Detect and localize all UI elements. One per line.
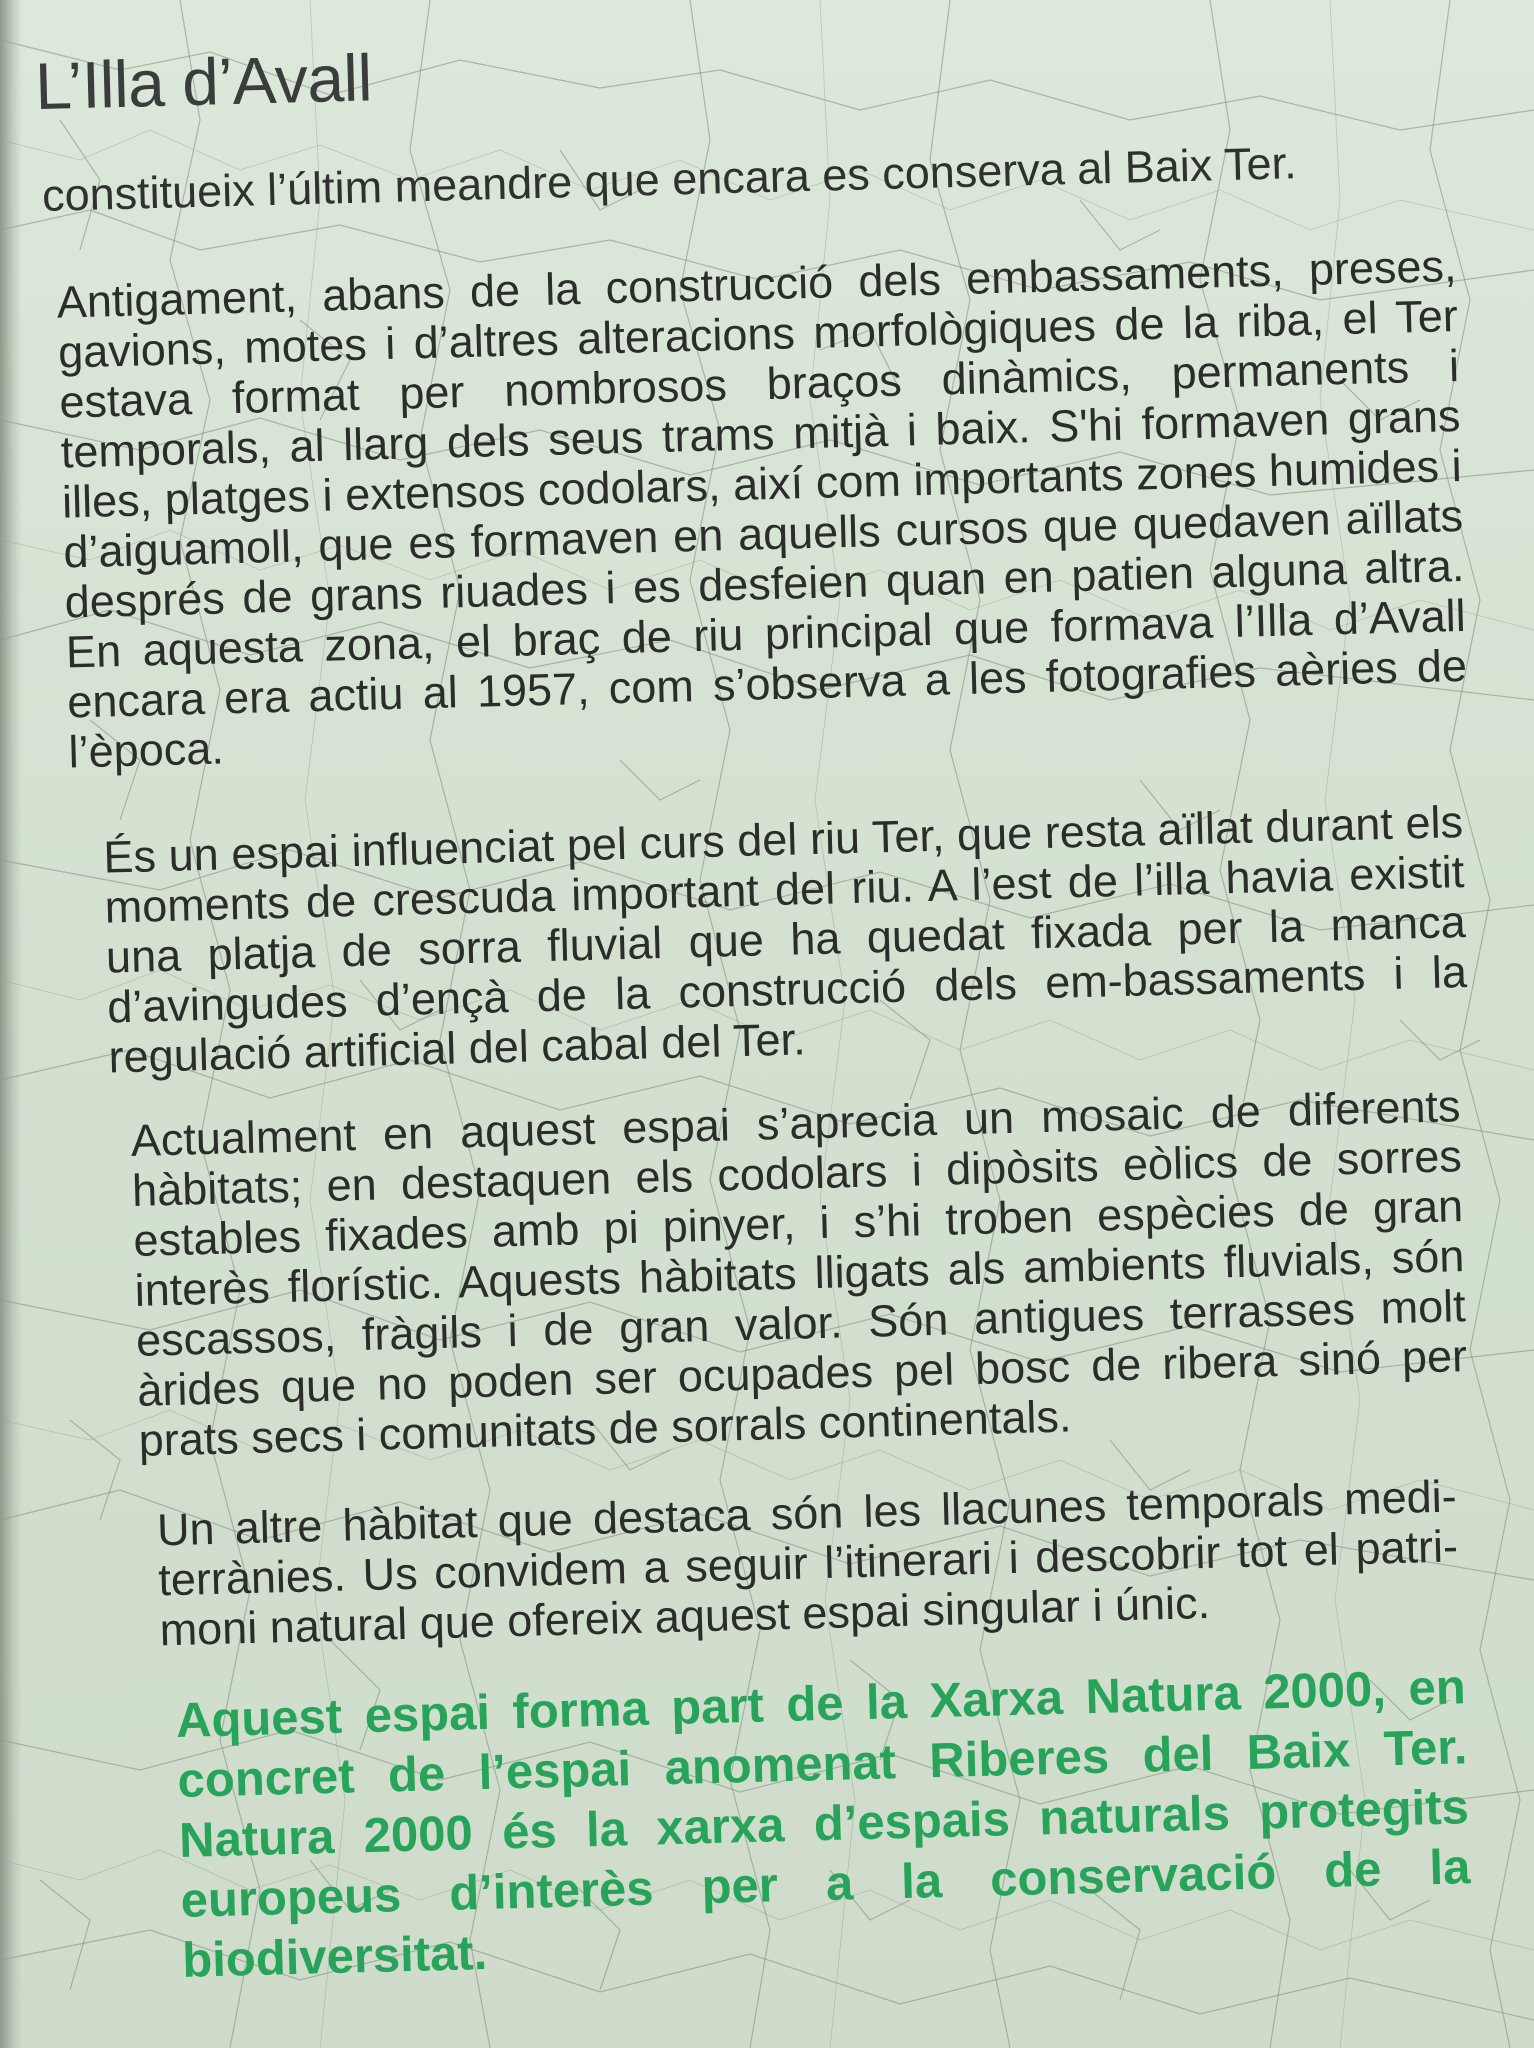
paragraph-island: És un espai influenciat pel curs del riu Ter, que resta aïllat durant els moments de crescuda important del riu. A l’est de l’illa havia existit una platja de sorra fluvial que ha quedat fixada per la manca d’avingudes d’ençà de la construcció dels em-bassaments i la regulació artificial del cabal del Ter. [102, 796, 1468, 1083]
paragraph-habitats: Actualment en aquest espai s’aprecia un mosaic de diferents hàbitats; en destaquen els codolars i dipòsits eòlics de sorres estables fixades amb pi pinyer, i s’hi troben espècies de gran interès florístic. Aquests hàbitats lligats als ambients fluvials, són escassos, fràgils i de gran valor. Són antigues terrasses molt àrides que no poden ser ocupades pel bosc de ribera sinó per prats secs i comunitats de sorrals continentals. [130, 1080, 1468, 1466]
natura-2000-highlight: Aquest espai forma part de la Xarxa Natura 2000, en concret de l’espai anomenat Riberes del Baix Ter. Natura 2000 és la xarxa d’espais naturals protegits europeus d’interès per a la conservació de la biodiversitat. [175, 1660, 1472, 1988]
sign-subtitle: constitueix l’últim meandre que encara es conserva al Baix Ter. [41, 137, 1298, 221]
sign-title: L’Illa d’Avall [34, 40, 373, 124]
paragraph-history: Antigament, abans de la construcció dels embassaments, preses, gavions, motes i d’altres alteracions morfològiques de la riba, el Ter estava format per nombrosos braços dinàmics, permanents i temporals, al llarg dels seus trams mitjà i baix. S'hi formaven grans illes, platges i extensos codolars, així com importants zones humides i d’aiguamoll, que es formaven en aquells cursos que quedaven aïllats després de grans riuades i es desfeien quan en patien alguna altra. En aquesta zona, el braç de riu principal que formava l’Illa d’Avall encara era actiu al 1957, com s’observa a les fotografies aèries de l’època. [56, 240, 1468, 778]
paragraph-invitation: Un altre hàbitat que destaca són les llacunes temporals medi-terrànies. Us convidem a seguir l’itinerari i descobrir tot el patri-moni natural que ofereix aquest espai singular i únic. [156, 1470, 1459, 1656]
